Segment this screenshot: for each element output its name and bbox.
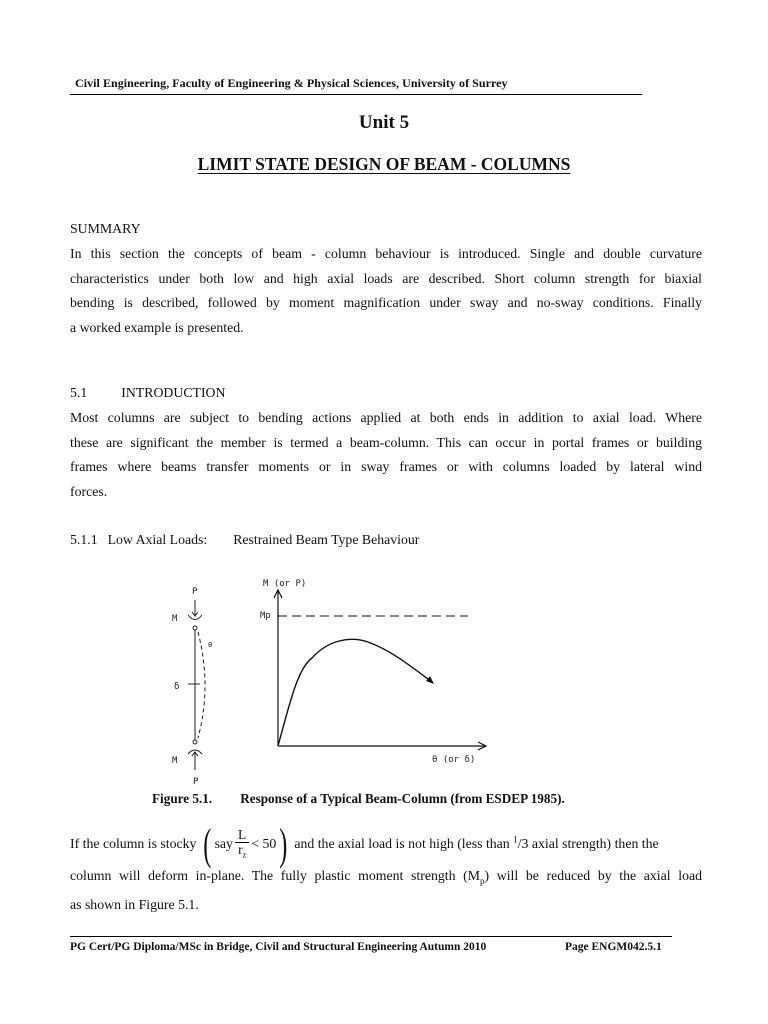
intro-paragraph <box>70 406 702 504</box>
closing-mp-sub: p <box>480 875 485 886</box>
running-header: Civil Engineering, Faculty of Engineering & Physical Sciences, University of Surrey <box>75 76 508 90</box>
fraction-sub: z <box>242 850 247 860</box>
footer-page-number: Page ENGM042.5.1 <box>565 941 662 953</box>
intro-line: Most columns are subject to bending actions applied at both ends in addition to axial load. Where <box>70 410 702 425</box>
summary-heading: SUMMARY <box>70 221 141 236</box>
figure-label-theta: θ <box>208 641 213 649</box>
unit-number: Unit 5 <box>358 112 410 133</box>
left-bracket: ( <box>203 820 212 869</box>
figure-label-m-bottom: M <box>172 756 178 766</box>
figure-mp-label: Mp <box>260 611 271 621</box>
subsection-subtitle: Restrained Beam Type Behaviour <box>233 532 420 547</box>
page-title <box>0 154 768 175</box>
beam-column-figure <box>150 572 500 787</box>
curve-arrowhead <box>426 676 434 684</box>
subsection-heading <box>70 532 419 548</box>
closing-line-1-b: ) will be reduced by the axial load <box>484 868 703 883</box>
figure-label-p-top: P <box>192 587 198 597</box>
fraction-r: r <box>238 841 243 857</box>
third-denominator: /3 <box>517 836 529 852</box>
intro-line: frames where beams transfer moments or in sway frames or with columns loaded by lateral wind <box>70 459 702 475</box>
figure-x-axis-label: θ (or δ) <box>432 755 476 765</box>
slenderness-limit: < 50 <box>251 836 277 852</box>
closing-line-1-a: column will deform in-plane. The fully plastic moment strength (M <box>70 868 480 883</box>
figure-y-axis-label: M (or P) <box>263 579 307 589</box>
figure-label-m-top: M <box>172 614 178 624</box>
summary-line: characteristics under both low and high axial loads are described. Short column strength for biaxial <box>70 270 702 286</box>
summary-line: In this section the concepts of beam - column behaviour is introduced. Single and double curvature <box>70 246 702 261</box>
closing-line-2: as shown in Figure 5.1. <box>70 897 199 913</box>
header-rule <box>70 94 642 95</box>
response-curve <box>278 639 432 746</box>
right-bracket: ) <box>279 820 288 869</box>
stocky-text-before: If the column is stocky <box>70 836 197 852</box>
fraction-denominator <box>235 843 249 863</box>
figure-label-p-bottom: P <box>193 777 199 787</box>
stocky-sentence <box>70 820 702 869</box>
slenderness-fraction <box>235 828 249 863</box>
figure-axes <box>274 590 486 750</box>
say-word: say <box>214 836 233 852</box>
stocky-text-after-a: and the axial load is not high (less than <box>294 836 514 852</box>
subsection-number: 5.1.1 <box>70 532 98 547</box>
fraction-numerator: L <box>235 828 249 843</box>
footer-rule <box>70 936 672 937</box>
summary-line: bending is described, followed by moment magnification under sway and no-sway conditions. Finally <box>70 295 702 311</box>
section-number: 5.1 <box>70 385 88 400</box>
closing-paragraph <box>70 864 702 918</box>
title-text: LIMIT STATE DESIGN OF BEAM - COLUMNS <box>197 154 571 174</box>
figure-caption-number: Figure 5.1. <box>152 791 213 806</box>
summary-line: a worked example is presented. <box>70 319 244 335</box>
summary-paragraph <box>70 242 702 340</box>
figure-label-delta: δ <box>174 682 180 692</box>
stocky-text-after-b: axial strength) then the <box>528 836 659 852</box>
figure-caption-text: Response of a Typical Beam-Column (from ESDEP 1985). <box>240 791 565 806</box>
section-heading <box>70 385 225 401</box>
column-sketch <box>188 600 205 770</box>
closing-line-1 <box>70 864 702 893</box>
footer-course: PG Cert/PG Diploma/MSc in Bridge, Civil and Structural Engineering Autumn 2010 <box>70 941 487 953</box>
intro-line: these are significant the member is termed a beam-column. This can occur in portal frames or building <box>70 434 702 450</box>
subsection-title: Low Axial Loads: <box>107 532 208 547</box>
section-title: INTRODUCTION <box>121 385 226 400</box>
intro-line: forces. <box>70 483 108 499</box>
third-numerator: 1 <box>513 834 518 845</box>
figure-caption <box>152 791 565 807</box>
